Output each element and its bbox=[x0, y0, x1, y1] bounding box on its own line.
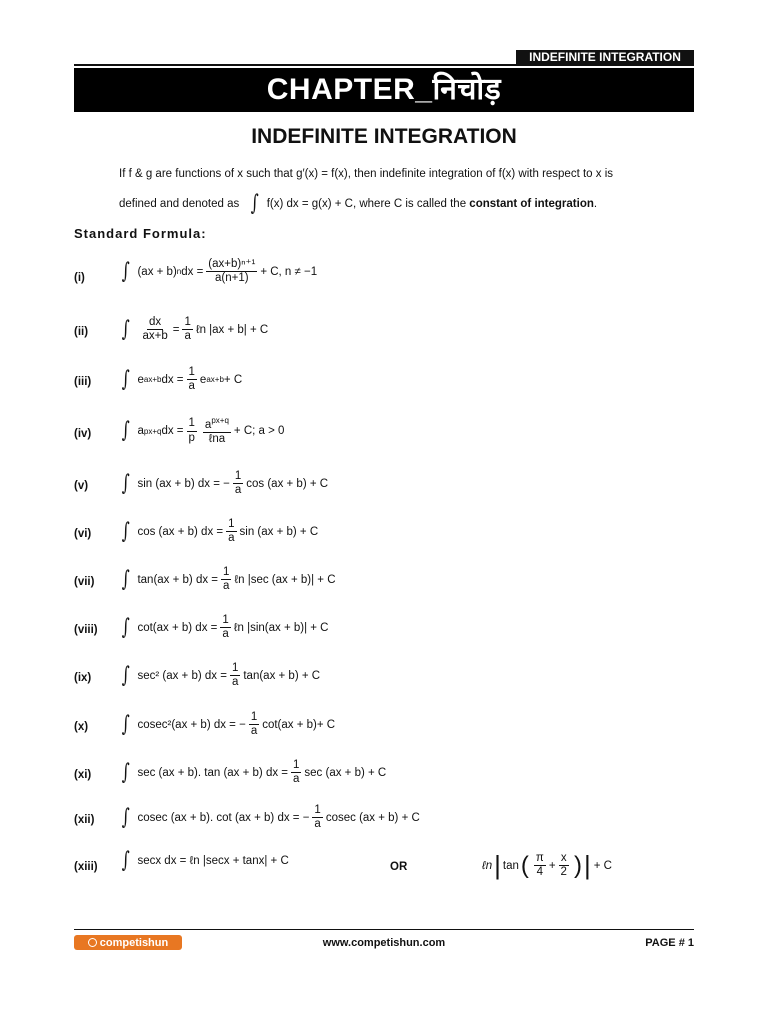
intro-line-2-expr: f(x) dx = g(x) + C, where C is called the bbox=[266, 198, 467, 210]
integral-sign: ∫ bbox=[121, 848, 130, 873]
formula-lhs-dx: dx = bbox=[161, 425, 184, 438]
formula-fraction-2 bbox=[203, 416, 231, 446]
footer-rule bbox=[74, 929, 694, 930]
section-heading: Standard Formula: bbox=[74, 226, 207, 241]
integral-sign: ∫ bbox=[121, 614, 130, 640]
integral-sign: ∫ bbox=[121, 418, 130, 444]
fraction-numerator: dx bbox=[147, 316, 163, 330]
page-title: INDEFINITE INTEGRATION bbox=[251, 125, 517, 148]
formula-number: (ix) bbox=[74, 672, 92, 684]
x-fraction bbox=[559, 852, 569, 879]
formula-fraction bbox=[312, 804, 322, 831]
formula-row bbox=[74, 416, 694, 452]
formula-lhs: cot(ax + b) dx = bbox=[137, 621, 218, 634]
fraction-numerator: 1 bbox=[182, 316, 192, 330]
alt-rhs: + C bbox=[593, 859, 612, 872]
integral-sign: ∫ bbox=[121, 711, 130, 737]
fraction-denominator: ℓna bbox=[208, 433, 226, 446]
formula-row bbox=[74, 256, 694, 296]
integral-sign: ∫ bbox=[121, 662, 130, 688]
formula-fraction bbox=[220, 614, 230, 641]
integral-sign: ∫ bbox=[121, 258, 130, 284]
formula-fraction bbox=[182, 316, 192, 343]
pi-fraction bbox=[534, 852, 546, 879]
fraction-denominator: a bbox=[184, 330, 191, 343]
formula-number: (vii) bbox=[74, 576, 95, 588]
fraction-numerator: a bbox=[204, 418, 212, 431]
formula-fraction bbox=[249, 711, 259, 738]
fraction-denominator: 2 bbox=[560, 866, 567, 878]
integral-sign: ∫ bbox=[250, 191, 259, 216]
integral-sign: ∫ bbox=[121, 566, 130, 592]
chapter-tag: INDEFINITE INTEGRATION bbox=[516, 50, 694, 64]
formula-lhs: sin (ax + b) dx = − bbox=[137, 477, 230, 490]
formula-rhs: cot(ax + b)+ C bbox=[262, 718, 336, 731]
alternate-form bbox=[482, 850, 612, 881]
integral-sign: ∫ bbox=[121, 518, 130, 544]
fraction-numerator: 1 bbox=[187, 366, 197, 380]
formula-lhs-power: px+q bbox=[143, 426, 162, 436]
formula-rhs: ℓn |ax + b| + C bbox=[195, 323, 269, 336]
or-label: OR bbox=[390, 861, 408, 873]
formula-row bbox=[74, 366, 694, 402]
formula-row bbox=[74, 759, 694, 795]
fraction-numerator: 1 bbox=[187, 417, 197, 431]
formula-row bbox=[74, 850, 694, 888]
fraction-numerator: 1 bbox=[291, 759, 301, 773]
integral-sign: ∫ bbox=[121, 366, 130, 392]
formula-rhs: sec (ax + b) + C bbox=[304, 766, 387, 779]
fraction-numerator: 1 bbox=[312, 804, 322, 818]
fraction-denominator: a bbox=[228, 532, 235, 545]
formula-rhs: cos (ax + b) + C bbox=[246, 477, 329, 490]
formula-number: (ii) bbox=[74, 326, 89, 338]
fraction-numerator: 1 bbox=[230, 662, 240, 676]
formula-number: (x) bbox=[74, 721, 89, 733]
formula-rhs-end: + C bbox=[223, 373, 243, 386]
intro-line-2-end: . bbox=[593, 198, 598, 210]
formula-lhs: cosec (ax + b). cot (ax + b) dx = − bbox=[137, 811, 310, 824]
abs-bar-right: | bbox=[583, 850, 591, 880]
website-url[interactable]: www.competishun.com bbox=[322, 937, 446, 949]
integral-sign: ∫ bbox=[121, 759, 130, 785]
formula-fraction bbox=[291, 759, 301, 786]
formula-fraction bbox=[187, 366, 197, 393]
formula-lhs: cosec²(ax + b) dx = − bbox=[137, 718, 246, 731]
formula-lhs: tan(ax + b) dx = bbox=[137, 573, 219, 586]
fraction-denominator: 4 bbox=[536, 866, 544, 878]
formula-fraction bbox=[221, 566, 231, 593]
formula-row bbox=[74, 614, 694, 650]
fraction-numerator: π bbox=[534, 852, 546, 866]
integral-sign: ∫ bbox=[121, 804, 130, 830]
formula-row bbox=[74, 711, 694, 747]
fraction-numerator: x bbox=[559, 852, 569, 866]
fraction-denominator: a bbox=[231, 676, 239, 689]
fraction-denominator: a bbox=[293, 773, 300, 786]
paren-left: ( bbox=[520, 851, 529, 879]
formula-lhs-power: ax+b bbox=[143, 375, 162, 385]
constant-of-integration: constant of integration bbox=[469, 198, 594, 210]
fraction-denominator: a(n+1) bbox=[215, 272, 249, 285]
formula-rhs: + C; a > 0 bbox=[233, 425, 285, 438]
formula-lhs-power: n bbox=[176, 267, 182, 277]
fraction-denominator: p bbox=[188, 431, 195, 444]
formula-rhs: tan(ax + b) + C bbox=[243, 669, 321, 682]
formula-number: (xiii) bbox=[74, 861, 98, 873]
formula-lhs: (ax + b) bbox=[137, 265, 177, 278]
formula-rhs: e bbox=[199, 373, 207, 386]
fraction-denominator: a bbox=[223, 580, 230, 593]
formula-rhs: sin (ax + b) + C bbox=[239, 525, 319, 538]
formula-lhs: e bbox=[137, 373, 144, 386]
formula-row bbox=[74, 662, 694, 698]
logo-text: competishun bbox=[99, 936, 169, 949]
formula-lhs-dx: dx = bbox=[181, 265, 204, 278]
fraction-numerator-power: px+q bbox=[211, 416, 229, 425]
formula-number: (xi) bbox=[74, 769, 92, 781]
alt-tan: tan bbox=[502, 859, 519, 872]
integral-sign: ∫ bbox=[121, 316, 130, 342]
formula-number: (vi) bbox=[74, 528, 92, 540]
intro-line-1: If f & g are functions of x such that g′(x) = f(x), then indefinite integration of f(x) with respect to x is bbox=[119, 168, 614, 180]
header-rule bbox=[74, 64, 694, 66]
chapter-banner: CHAPTER_निचोड़ bbox=[74, 68, 694, 112]
formula-fraction bbox=[230, 662, 240, 689]
fraction-numerator: 1 bbox=[226, 518, 236, 532]
formula-lhs: cos (ax + b) dx = bbox=[137, 525, 224, 538]
fraction-numerator: 1 bbox=[249, 711, 259, 725]
formula-lhs-fraction bbox=[140, 316, 169, 343]
plus-sign: + bbox=[548, 859, 556, 872]
integral-sign: ∫ bbox=[121, 470, 130, 496]
alt-ln: ℓn bbox=[482, 859, 493, 872]
formula-lhs: a bbox=[137, 425, 144, 438]
formula-fraction bbox=[226, 518, 236, 545]
fraction-numerator: 1 bbox=[220, 614, 230, 628]
paren-right: ) bbox=[573, 851, 582, 879]
fraction-denominator: a bbox=[314, 818, 321, 831]
formula-number: (viii) bbox=[74, 624, 98, 636]
formula-row bbox=[74, 316, 694, 352]
fraction-denominator: a bbox=[222, 628, 229, 641]
fraction-denominator: a bbox=[188, 380, 195, 393]
formula-fraction bbox=[206, 258, 257, 285]
formula-rhs: cosec (ax + b) + C bbox=[325, 811, 420, 824]
formula-lhs: sec² (ax + b) dx = bbox=[137, 669, 227, 682]
formula-row bbox=[74, 518, 694, 554]
fraction-denominator: a bbox=[234, 484, 242, 497]
formula-rhs: ℓn |sin(ax + b)| + C bbox=[233, 621, 329, 634]
formula-row bbox=[74, 804, 694, 840]
formula-row bbox=[74, 470, 694, 506]
formula-number: (v) bbox=[74, 480, 89, 492]
intro-line-2-prefix: defined and denoted as bbox=[119, 198, 240, 210]
formula-lhs-dx: dx = bbox=[161, 373, 184, 386]
intro-line-2 bbox=[119, 193, 597, 215]
formula-row bbox=[74, 566, 694, 602]
formula-equals: = bbox=[172, 323, 180, 336]
formula-rhs: ℓn |sec (ax + b)| + C bbox=[234, 573, 336, 586]
page-number: PAGE # 1 bbox=[645, 937, 694, 949]
formula-fraction bbox=[187, 417, 197, 444]
formula-lhs: sec (ax + b). tan (ax + b) dx = bbox=[137, 766, 288, 779]
fraction-numerator: (ax+b)ⁿ⁺¹ bbox=[206, 258, 257, 272]
fraction-denominator: ax+b bbox=[142, 330, 168, 343]
fraction-denominator: a bbox=[250, 725, 258, 738]
formula-fraction bbox=[233, 470, 243, 497]
formula-number: (iv) bbox=[74, 428, 92, 440]
fraction-numerator: 1 bbox=[233, 470, 243, 484]
formula-number: (i) bbox=[74, 272, 85, 284]
abs-bar-left: | bbox=[494, 850, 501, 880]
formula-number: (xii) bbox=[74, 814, 95, 826]
formula-rhs: + C, n ≠ −1 bbox=[260, 265, 318, 278]
fraction-numerator: 1 bbox=[221, 566, 231, 580]
formula-lhs: secx dx = ℓn |secx + tanx| + C bbox=[137, 855, 289, 867]
formula-number: (iii) bbox=[74, 376, 92, 388]
formula-rhs-power: ax+b bbox=[206, 375, 224, 385]
